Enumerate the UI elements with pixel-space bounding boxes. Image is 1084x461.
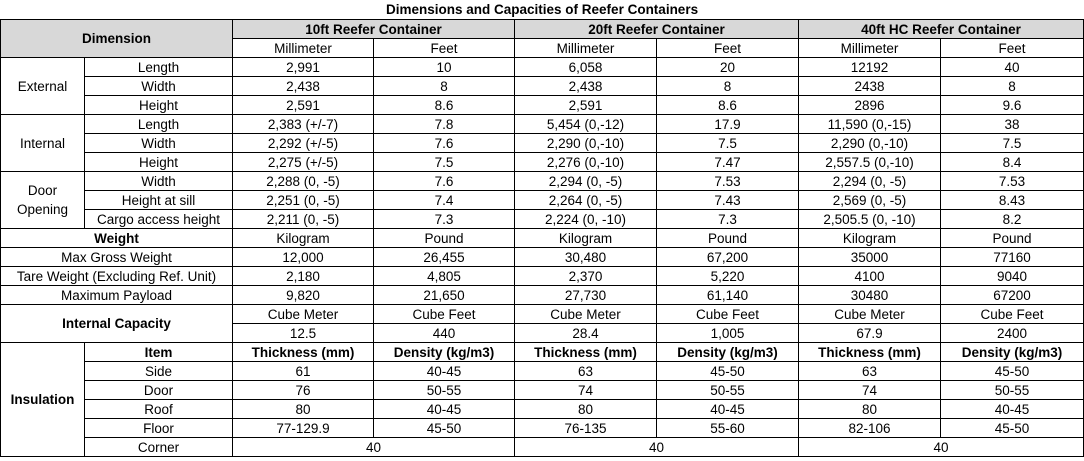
group-internal: Internal [1, 115, 85, 172]
unit-cell: Feet [941, 39, 1084, 58]
insulation-header-row [1, 343, 1084, 362]
unit-cell: Cube Feet [941, 305, 1084, 324]
value-cell: 4100 [799, 267, 941, 286]
table-row [1, 191, 1084, 210]
thickness-header: Thickness (mm) [515, 343, 657, 362]
value-cell: 45-50 [657, 362, 799, 381]
unit-cell: Feet [374, 39, 515, 58]
value-cell: 35000 [799, 248, 941, 267]
value-cell: 40-45 [941, 400, 1084, 419]
table-row [1, 400, 1084, 419]
value-cell: 2,505.5 (0, -10) [799, 210, 941, 229]
value-cell: 7.5 [374, 153, 515, 172]
value-cell: 4,805 [374, 267, 515, 286]
row-label: Cargo access height [85, 210, 233, 229]
weight-header-row [1, 229, 1084, 248]
row-label: Width [85, 134, 233, 153]
value-cell: 7.5 [657, 134, 799, 153]
value-cell: 55-60 [657, 419, 799, 438]
value-cell: 63 [799, 362, 941, 381]
unit-cell: Millimeter [515, 39, 657, 58]
value-cell: 9.6 [941, 96, 1084, 115]
value-cell: 20 [657, 58, 799, 77]
container-20ft-header: 20ft Reefer Container [515, 20, 799, 39]
table-title: Dimensions and Capacities of Reefer Containers [386, 2, 699, 17]
value-cell: 8 [374, 77, 515, 96]
unit-cell: Cube Feet [657, 305, 799, 324]
table-row [1, 381, 1084, 400]
value-cell: 67200 [941, 286, 1084, 305]
value-cell: 45-50 [941, 362, 1084, 381]
unit-cell: Feet [657, 39, 799, 58]
table-row [1, 96, 1084, 115]
unit-cell: Kilogram [799, 229, 941, 248]
table-row [1, 438, 1084, 457]
unit-cell: Kilogram [233, 229, 374, 248]
value-cell: 2,288 (0, -5) [233, 172, 374, 191]
value-cell: 30480 [799, 286, 941, 305]
container-header-row [1, 20, 1084, 39]
value-cell: 74 [515, 381, 657, 400]
value-cell: 2,251 (0, -5) [233, 191, 374, 210]
value-cell: 5,454 (0,-12) [515, 115, 657, 134]
value-cell: 2,180 [233, 267, 374, 286]
table-row [1, 210, 1084, 229]
value-cell: 61,140 [657, 286, 799, 305]
value-cell: 2,275 (+/-5) [233, 153, 374, 172]
value-cell: 50-55 [374, 381, 515, 400]
capacity-header: Internal Capacity [1, 305, 233, 343]
value-cell: 17.9 [657, 115, 799, 134]
row-label: Height [85, 153, 233, 172]
row-label: Width [85, 172, 233, 191]
value-cell: 2,383 (+/-7) [233, 115, 374, 134]
value-cell: 8.43 [941, 191, 1084, 210]
value-cell: 2,557.5 (0,-10) [799, 153, 941, 172]
value-cell: 2400 [941, 324, 1084, 343]
value-cell: 7.4 [374, 191, 515, 210]
value-cell: 2,292 (+/-5) [233, 134, 374, 153]
density-header: Density (kg/m3) [657, 343, 799, 362]
table-row [1, 134, 1084, 153]
value-cell: 2438 [799, 77, 941, 96]
value-cell: 9,820 [233, 286, 374, 305]
unit-cell: Pound [941, 229, 1084, 248]
dimension-header: Dimension [1, 20, 233, 58]
unit-cell: Cube Meter [233, 305, 374, 324]
value-cell: 40 [233, 438, 515, 457]
value-cell: 8 [941, 77, 1084, 96]
value-cell: 2,569 (0, -5) [799, 191, 941, 210]
value-cell: 2,290 (0,-10) [799, 134, 941, 153]
table-row [1, 248, 1084, 267]
value-cell: 2,294 (0, -5) [799, 172, 941, 191]
table-row [1, 362, 1084, 381]
value-cell: 2,370 [515, 267, 657, 286]
value-cell: 10 [374, 58, 515, 77]
row-label: Corner [85, 438, 233, 457]
density-header: Density (kg/m3) [941, 343, 1084, 362]
value-cell: 76 [233, 381, 374, 400]
thickness-header: Thickness (mm) [799, 343, 941, 362]
thickness-header: Thickness (mm) [233, 343, 374, 362]
row-label: Height at sill [85, 191, 233, 210]
value-cell: 50-55 [941, 381, 1084, 400]
group-door-opening: Door Opening [1, 172, 85, 229]
value-cell: 7.53 [657, 172, 799, 191]
value-cell: 12,000 [233, 248, 374, 267]
value-cell: 63 [515, 362, 657, 381]
table-row [1, 58, 1084, 77]
value-cell: 2,438 [515, 77, 657, 96]
value-cell: 7.43 [657, 191, 799, 210]
value-cell: 7.53 [941, 172, 1084, 191]
value-cell: 38 [941, 115, 1084, 134]
value-cell: 67,200 [657, 248, 799, 267]
value-cell: 80 [799, 400, 941, 419]
container-10ft-header: 10ft Reefer Container [233, 20, 515, 39]
value-cell: 50-55 [657, 381, 799, 400]
unit-cell: Millimeter [233, 39, 374, 58]
value-cell: 77-129.9 [233, 419, 374, 438]
unit-cell: Cube Meter [799, 305, 941, 324]
value-cell: 1,005 [657, 324, 799, 343]
row-label: Tare Weight (Excluding Ref. Unit) [1, 267, 233, 286]
table-row [1, 115, 1084, 134]
value-cell: 40-45 [374, 400, 515, 419]
value-cell: 9040 [941, 267, 1084, 286]
value-cell: 7.6 [374, 134, 515, 153]
value-cell: 6,058 [515, 58, 657, 77]
title-row [1, 0, 1084, 20]
row-label: Max Gross Weight [1, 248, 233, 267]
value-cell: 2,991 [233, 58, 374, 77]
table-row [1, 77, 1084, 96]
value-cell: 8.6 [374, 96, 515, 115]
value-cell: 2,264 (0, -5) [515, 191, 657, 210]
unit-cell: Cube Feet [374, 305, 515, 324]
value-cell: 8 [657, 77, 799, 96]
value-cell: 12192 [799, 58, 941, 77]
value-cell: 8.2 [941, 210, 1084, 229]
row-label: Width [85, 77, 233, 96]
value-cell: 28.4 [515, 324, 657, 343]
value-cell: 2,290 (0,-10) [515, 134, 657, 153]
value-cell: 82-106 [799, 419, 941, 438]
table-row [1, 419, 1084, 438]
value-cell: 440 [374, 324, 515, 343]
row-label: Length [85, 115, 233, 134]
density-header: Density (kg/m3) [374, 343, 515, 362]
unit-cell: Pound [657, 229, 799, 248]
value-cell: 2,591 [233, 96, 374, 115]
group-insulation: Insulation [1, 343, 85, 457]
value-cell: 8.6 [657, 96, 799, 115]
value-cell: 7.3 [374, 210, 515, 229]
value-cell: 26,455 [374, 248, 515, 267]
value-cell: 30,480 [515, 248, 657, 267]
container-40ft-header: 40ft HC Reefer Container [799, 20, 1084, 39]
unit-cell: Pound [374, 229, 515, 248]
row-label: Length [85, 58, 233, 77]
value-cell: 2,294 (0, -5) [515, 172, 657, 191]
table-row [1, 267, 1084, 286]
table-row [1, 172, 1084, 191]
value-cell: 2,211 (0, -5) [233, 210, 374, 229]
group-external: External [1, 58, 85, 115]
capacity-unit-row [1, 305, 1084, 324]
value-cell: 80 [515, 400, 657, 419]
value-cell: 77160 [941, 248, 1084, 267]
table-row [1, 286, 1084, 305]
value-cell: 7.3 [657, 210, 799, 229]
value-cell: 7.5 [941, 134, 1084, 153]
row-label: Door [85, 381, 233, 400]
row-label: Height [85, 96, 233, 115]
value-cell: 45-50 [941, 419, 1084, 438]
row-label: Floor [85, 419, 233, 438]
value-cell: 2,438 [233, 77, 374, 96]
value-cell: 74 [799, 381, 941, 400]
row-label: Side [85, 362, 233, 381]
value-cell: 40-45 [657, 400, 799, 419]
row-label: Roof [85, 400, 233, 419]
value-cell: 2896 [799, 96, 941, 115]
unit-cell: Millimeter [799, 39, 941, 58]
value-cell: 11,590 (0,-15) [799, 115, 941, 134]
value-cell: 12.5 [233, 324, 374, 343]
value-cell: 45-50 [374, 419, 515, 438]
value-cell: 2,224 (0, -10) [515, 210, 657, 229]
value-cell: 27,730 [515, 286, 657, 305]
item-header: Item [85, 343, 233, 362]
value-cell: 40 [799, 438, 1084, 457]
value-cell: 21,650 [374, 286, 515, 305]
value-cell: 67.9 [799, 324, 941, 343]
unit-cell: Kilogram [515, 229, 657, 248]
value-cell: 7.6 [374, 172, 515, 191]
value-cell: 40 [515, 438, 799, 457]
value-cell: 40-45 [374, 362, 515, 381]
table-row [1, 153, 1084, 172]
value-cell: 5,220 [657, 267, 799, 286]
value-cell: 7.47 [657, 153, 799, 172]
value-cell: 61 [233, 362, 374, 381]
value-cell: 80 [233, 400, 374, 419]
weight-header: Weight [1, 229, 233, 248]
value-cell: 7.8 [374, 115, 515, 134]
value-cell: 76-135 [515, 419, 657, 438]
value-cell: 40 [941, 58, 1084, 77]
value-cell: 2,591 [515, 96, 657, 115]
unit-cell: Cube Meter [515, 305, 657, 324]
value-cell: 2,276 (0,-10) [515, 153, 657, 172]
row-label: Maximum Payload [1, 286, 233, 305]
value-cell: 8.4 [941, 153, 1084, 172]
